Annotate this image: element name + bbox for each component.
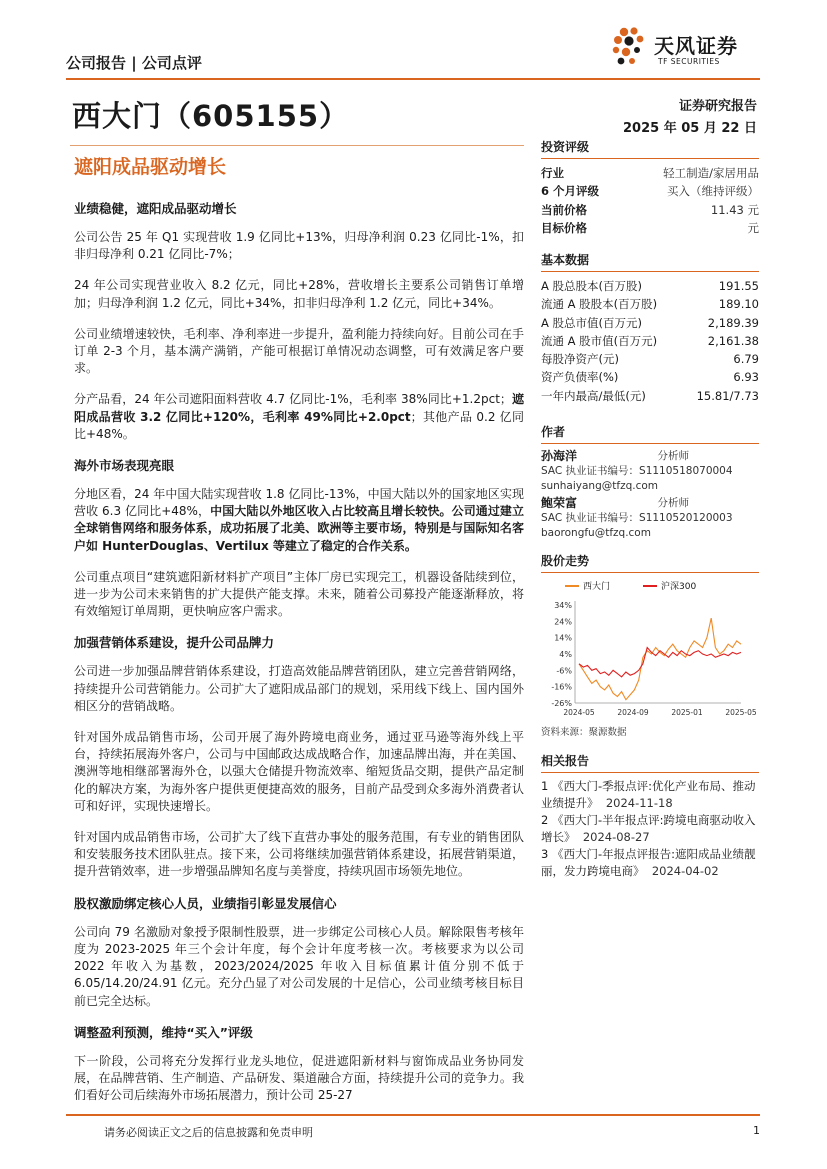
x-tick-label: 2024-05 <box>563 708 595 717</box>
text-run: ；其他产品 0.2 亿同比+48%。 <box>74 409 524 441</box>
highlight-text: 遮阳成品营收 3.2 亿同比+120%，毛利率 49%同比+2.0pct <box>74 392 524 424</box>
basic-key: 流通 A 股股本(百万股) <box>541 297 658 312</box>
basic-key: A 股总股本(百万股) <box>541 279 642 293</box>
rating-value: 元 <box>747 220 759 235</box>
y-tick-label: -16% <box>551 682 572 692</box>
paragraph: 公司向 79 名激励对象授予限制性股票，进一步绑定公司核心人员。解除限售考核年度为 2023-2025 年三个会计年度，每个会计年度考核一次。考核要求为以公司 2022 年收入为基数，2023/2024/2025 年收入目标值累计值分别不低于 6.05/14.20/24.91 亿元。充分凸显了对公司发展的十足信心，公司业绩考核目标目前已完全达标。 <box>74 924 524 1008</box>
author-role: 分析师 <box>657 497 689 509</box>
related-report[interactable] <box>541 778 759 812</box>
tf-logo <box>610 26 760 70</box>
basic-value: 15.81/7.73 <box>696 388 759 403</box>
stock-chart <box>541 575 759 745</box>
legend-label: 西大门 <box>583 582 611 592</box>
author-row <box>541 496 689 511</box>
author-cert: SAC 执业证书编号：S1110518070004 <box>541 465 733 477</box>
author-name: 鲍荣富 <box>541 496 578 510</box>
y-tick-label: -6% <box>556 666 572 676</box>
paragraph: 公司重点项目“建筑遮阳新材料扩产项目”主体厂房已实现完工，机器设备陆续到位，进一步为公司未来销售的扩大提供产能支撑。未来，随着公司募投产能逐渐释放，将有效缩短订单周期，更快响应客户需求。 <box>74 569 524 619</box>
title-divider <box>70 145 524 146</box>
related-report[interactable] <box>541 846 759 880</box>
basic-row <box>541 332 759 350</box>
stock-chart-svg <box>541 575 759 725</box>
highlight-text: 中国大陆以外地区收入占比较高且增长较快。公司通过建立全球销售网络和服务体系，成功拓展了北美、欧洲等主要市场，特别是与国际知名客户如 HunterDouglas、Vertilux 等建立了稳定的合作关系。 <box>74 504 524 553</box>
series-line-stock <box>579 618 741 700</box>
logo-text-cn: 天风证券 <box>654 34 738 58</box>
tf-logo-icon <box>610 26 652 70</box>
authors-panel <box>541 423 759 541</box>
paragraph: 公司业绩增速较快，毛利率、净利率进一步提升，盈利能力持续向好。目前公司在手订单 2-3 个月，基本满产满销，产能可根据订单情况动态调整，可有效满足客户要求。 <box>74 326 524 376</box>
related-title: 3 《西大门-年报点评报告:遮阳成品业绩靓丽，发力跨境电商》 <box>541 847 756 878</box>
rating-panel <box>541 138 759 237</box>
y-tick-label: 24% <box>554 617 572 627</box>
main-content <box>74 200 524 1118</box>
paragraph: 针对国外成品销售市场，公司开展了海外跨境电商业务，通过亚马逊等海外线上平台，持续拓展海外客户，公司与中国邮政达成战略合作，加速品牌出海，并在美国、澳洲等地相继部署海外仓，以强大仓储提升物流效率、缩短货品交期，提供产品定制化的解决方案，为海外客户提供更便捷高效的服务，目前产品受到众多海外消费者认可和好评，实现快速增长。 <box>74 730 524 813</box>
stock-head: 股价走势 <box>541 552 759 573</box>
basic-row <box>541 277 759 295</box>
rating-row <box>541 182 759 200</box>
x-tick-label: 2025-05 <box>725 708 757 717</box>
related-panel <box>541 752 759 880</box>
author-email[interactable]: baorongfu@tfzq.com <box>541 527 651 539</box>
logo-text-en: TF SECURITIES <box>658 57 720 66</box>
authors-head: 作者 <box>541 423 759 444</box>
section-title: 业绩稳健，遮阳成品驱动增长 <box>74 201 237 216</box>
rating-head: 投资评级 <box>541 138 759 159</box>
section-title: 调整盈利预测，维持“买入”评级 <box>74 1024 253 1040</box>
basic-value: 6.93 <box>733 370 759 385</box>
basic-value: 2,161.38 <box>707 333 759 348</box>
basic-key: 每股净资产(元) <box>541 352 619 367</box>
basic-data-head: 基本数据 <box>541 251 759 272</box>
section-title: 股权激励绑定核心人员，业绩指引彰显发展信心 <box>74 895 337 911</box>
author-cert: SAC 执业证书编号：S1110520120003 <box>541 512 733 524</box>
related-title: 2 《西大门-半年报点评:跨境电商驱动收入增长》 <box>541 813 756 844</box>
author-block <box>541 496 759 541</box>
x-tick-label: 2024-09 <box>617 708 649 717</box>
rating-row <box>541 201 759 219</box>
header-divider <box>66 78 760 80</box>
rating-value: 买入（维持评级） <box>667 184 759 199</box>
rating-row <box>541 219 759 237</box>
text-run: 分地区看，24 年中国大陆实现营收 1.8 亿同比-13%，中国大陆以外的国家地区实现营收 6.3 亿同比+48%， <box>74 487 524 519</box>
breadcrumb: 公司报告 | 公司点评 <box>66 54 202 72</box>
text-run: 分产品看，24 年公司遮阳面料营收 4.7 亿同比-1%，毛利率 38%同比+1.2pct； <box>74 392 512 407</box>
basic-key: A 股总市值(百万元) <box>541 315 642 330</box>
author-role: 分析师 <box>657 450 689 462</box>
footer-divider <box>66 1114 760 1116</box>
related-title: 1 《西大门-季报点评:优化产业布局、推动业绩提升》 <box>541 779 756 810</box>
basic-row <box>541 387 759 405</box>
y-tick-label: -26% <box>551 699 572 708</box>
y-tick-label: 4% <box>559 650 572 659</box>
basic-row <box>541 350 759 368</box>
paragraph: 针对国内成品销售市场，公司扩大了线下直营办事处的服务范围，有专业的销售团队和安装服务技术团队驻点。接下来，公司将继续加强营销体系建设，拓展营销渠道，提升营销效率，进一步增强品牌知名度与美誉度，持续巩固市场领先地位。 <box>74 830 524 879</box>
legend-label: 沪深300 <box>661 582 697 592</box>
rating-key: 行业 <box>541 166 564 180</box>
basic-value: 191.55 <box>718 279 759 293</box>
rating-row <box>541 164 759 182</box>
related-date: 2024-08-27 <box>582 830 650 844</box>
y-tick-label: 14% <box>554 633 572 643</box>
chart-source: 资料来源：聚源数据 <box>541 727 627 738</box>
basic-key: 一年内最高/最低(元) <box>541 388 646 403</box>
report-subtitle: 遮阳成品驱动增长 <box>74 156 227 178</box>
related-date: 2024-04-02 <box>651 864 719 878</box>
basic-key: 流通 A 股市值(百万元) <box>541 333 658 348</box>
report-date: 2025 年 05 月 22 日 <box>623 121 757 136</box>
paragraph: 下一阶段，公司将充分发挥行业龙头地位，促进遮阳新材料与窗饰成品业务协同发展，在品牌营销、生产制造、产品研发、渠道融合方面，持续提升公司的竞争力。我们看好公司后续海外市场拓展潜力，预计公司 25-27 <box>74 1053 524 1103</box>
related-head: 相关报告 <box>541 752 759 773</box>
author-name: 孙海洋 <box>541 449 578 463</box>
author-email[interactable]: sunhaiyang@tfzq.com <box>541 480 659 492</box>
page-number: 1 <box>753 1124 760 1137</box>
related-date: 2024-11-18 <box>605 796 673 810</box>
basic-value: 189.10 <box>718 297 759 312</box>
rating-value: 轻工制造/家居用品 <box>663 166 759 180</box>
footer-disclaimer: 请务必阅读正文之后的信息披露和免责申明 <box>104 1126 313 1139</box>
company-title: 西大门（605155） <box>72 99 350 133</box>
paragraph <box>74 391 524 443</box>
x-tick-label: 2025-01 <box>671 708 703 717</box>
related-report[interactable] <box>541 812 759 846</box>
report-type: 证券研究报告 <box>678 99 757 114</box>
rating-key: 6 个月评级 <box>541 184 600 199</box>
rating-key: 当前价格 <box>541 202 587 217</box>
rating-key: 目标价格 <box>541 220 587 235</box>
section-title: 加强营销体系建设，提升公司品牌力 <box>74 635 275 651</box>
basic-row <box>541 314 759 332</box>
author-block <box>541 449 759 494</box>
y-tick-label: 34% <box>554 601 572 610</box>
basic-value: 2,189.39 <box>707 315 759 330</box>
rating-value: 11.43 元 <box>710 202 759 217</box>
basic-key: 资产负债率(%) <box>541 370 619 385</box>
paragraph: 24 年公司实现营业收入 8.2 亿元，同比+28%，营收增长主要系公司销售订单增加；归母净利润 1.2 亿元，同比+34%，扣非归母净利 1.2 亿元，同比+34%。 <box>74 278 524 310</box>
paragraph: 公司公告 25 年 Q1 实现营收 1.9 亿同比+13%，归母净利润 0.23 亿同比-1%，扣非归母净利 0.21 亿同比-7%； <box>74 230 524 262</box>
basic-row <box>541 295 759 313</box>
basic-value: 6.79 <box>733 352 759 367</box>
paragraph: 公司进一步加强品牌营销体系建设，打造高效能品牌营销团队，建立完善营销网络，持续提升公司营销能力。公司扩大了遮阳成品部门的规划，采用线下线上、国内国外相区分的营销战略。 <box>74 664 524 713</box>
paragraph <box>74 486 524 555</box>
basic-row <box>541 368 759 386</box>
author-row <box>541 449 689 464</box>
basic-data-panel <box>541 251 759 405</box>
section-title: 海外市场表现亮眼 <box>74 458 175 474</box>
